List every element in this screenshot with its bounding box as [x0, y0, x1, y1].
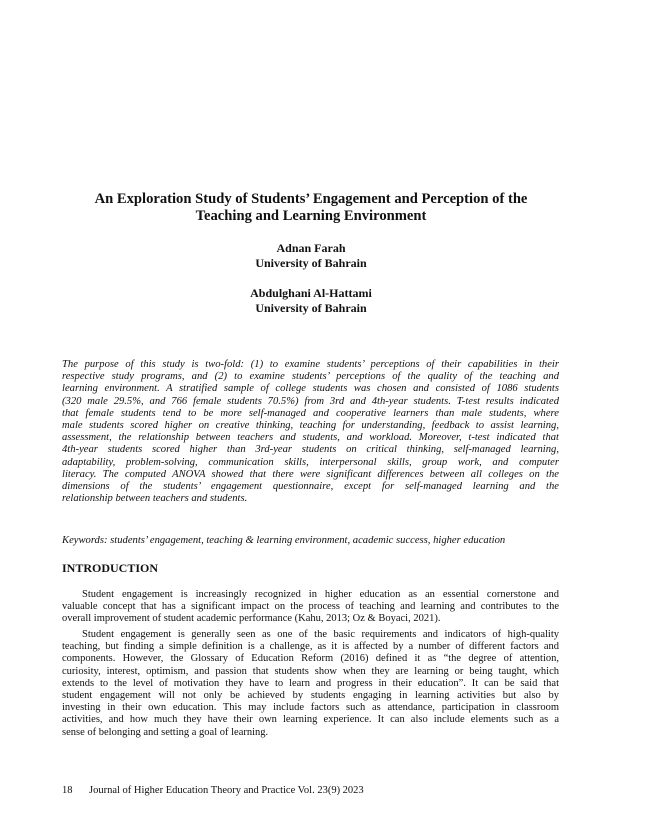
author-name-1: Adnan Farah: [276, 241, 346, 255]
author-affiliation-2: University of Bahrain: [255, 301, 367, 315]
page-footer: [62, 785, 364, 797]
abstract: [62, 359, 559, 505]
abstract-line: relationship between teachers and students.: [62, 493, 248, 505]
paragraph-line: curiosity, interest, optimism, and passion that students show when they are learning or being taught, which: [62, 665, 559, 677]
abstract-line: learning environment. A stratified sample of college students was chosen and consisted of 1086 students: [62, 383, 559, 395]
paragraph-line: extends to the level of motivation they have to learn and progress in their education”. It can be said that: [62, 677, 559, 689]
page-number: 18: [62, 785, 73, 796]
abstract-line: assessment, the relationship between teachers and students, and workload. Moreover, t-test indicated that: [62, 432, 559, 444]
introduction-paragraph-2: [62, 629, 559, 739]
journal-citation: Journal of Higher Education Theory and Practice Vol. 23(9) 2023: [89, 785, 364, 796]
abstract-line: literacy. The computed ANOVA showed that there were significant differences between all colleges on the: [62, 468, 559, 480]
author-name-2: Abdulghani Al-Hattami: [250, 286, 372, 300]
paragraph-line: Student engagement is increasingly recognized in higher education as an essential cornerstone and: [82, 589, 559, 600]
paragraph-line: investing in their own education. This may include factors such as attendance, participation in classroom: [62, 702, 559, 714]
author-affiliation-1: University of Bahrain: [255, 256, 367, 270]
keywords: Keywords: students’ engagement, teaching & learning environment, academic success, higher education: [62, 535, 506, 546]
paragraph-line: Student engagement is generally seen as one of the basic requirements and indicators of high-quality: [82, 629, 559, 640]
abstract-line: adaptability, problem-solving, communication skills, interpersonal skills, group work, and computer: [62, 456, 559, 468]
paper-title-line-2: Teaching and Learning Environment: [195, 208, 427, 224]
abstract-line: 4th-year students scored higher than 3rd-year students on critical thinking, self-managed learning,: [62, 444, 559, 456]
abstract-line: that female students tend to be more self-managed and cooperative learners than male students, where: [62, 407, 559, 419]
paragraph-line: sense of belonging and setting a goal of learning.: [62, 726, 269, 738]
paragraph-line: student engagement will not only be achieved by students engaging in learning activities but also by: [62, 689, 559, 701]
abstract-line: male students scored higher on creative thinking, teaching for understanding, feedback to assist learning,: [62, 419, 559, 431]
paragraph-line: overall improvement of student academic performance (Kahu, 2013; Oz & Boyaci, 2021).: [62, 613, 441, 625]
section-heading-introduction: INTRODUCTION: [62, 561, 159, 575]
paper-title-line-1: An Exploration Study of Students’ Engagement and Perception of the: [94, 191, 528, 207]
abstract-line: respective study programs, and (2) to examine students’ perceptions of the quality of the teaching and: [62, 371, 559, 383]
paragraph-line: activities, and how much they have their own learning experience. It can also include elements such as a: [62, 714, 559, 726]
abstract-line: dimensions of the students’ engagement questionnaire, except for self-managed learning and the: [62, 480, 559, 492]
introduction-paragraph-1: [62, 589, 559, 626]
abstract-line: (320 male 29.5%, and 766 female students 70.5%) from 3rd and 4th-year students. T-test results indicated: [62, 395, 559, 407]
paragraph-line: components. However, the Glossary of Education Reform (2016) defined it as “the degree of attention,: [62, 653, 559, 665]
paragraph-line: teaching, but finding a simple definition is a challenge, as it is affected by a number of different factors and: [62, 641, 559, 653]
paragraph-line: valuable concept that has a significant impact on the process of teaching and learning and contributes to the: [62, 601, 559, 613]
abstract-line: The purpose of this study is two-fold: (1) to examine students’ perceptions of their capabilities in their: [62, 359, 559, 370]
